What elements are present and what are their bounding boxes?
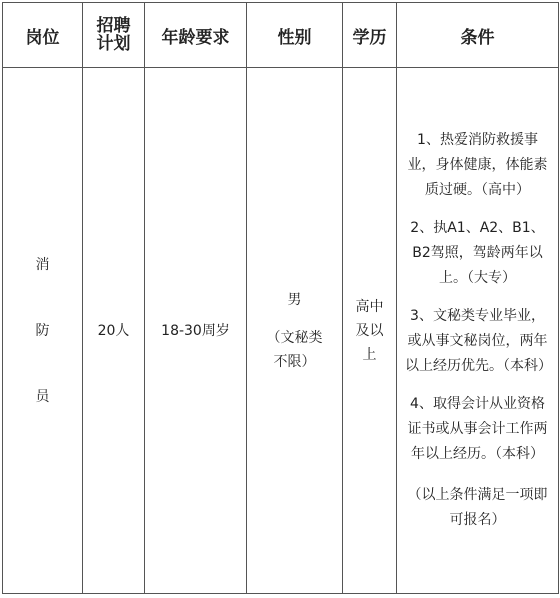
condition-item: 1、热爱消防救援事业，身体健康，体能素质过硬。（高中） [407,132,548,198]
cell-position [3,68,83,594]
condition-item: 3、文秘类专业毕业，或从事文秘岗位，两年以上经历优先。（本科） [405,308,552,374]
position-char: 消 [35,256,50,273]
gender-value: 男 [287,291,302,308]
header-education: 学历 [343,3,397,68]
header-plan [83,3,145,68]
condition-item: 2、执A1、A2、B1、B2驾照，驾龄两年以上。（大专） [410,220,545,286]
gender-note [247,326,342,374]
conditions-note: （以上条件满足一项即可报名） [407,487,548,528]
table-row [3,68,559,594]
education-line: 高中 [355,298,384,315]
cell-age: 18-30周岁 [145,68,247,594]
cell-education [343,68,397,594]
position-char: 员 [35,388,50,405]
header-position: 岗位 [3,3,83,68]
recruitment-table [2,2,559,594]
header-row [3,3,559,68]
condition-item: 4、取得会计从业资格证书或从事会计工作两年以上经历。（本科） [407,396,548,462]
header-plan-line1: 招聘 [96,16,131,36]
cell-conditions [397,68,559,594]
gender-note-line1: （文秘类 [266,329,323,346]
cell-gender [247,68,343,594]
header-age: 年龄要求 [145,3,247,68]
education-line: 及以 [355,322,384,339]
education-line: 上 [362,346,377,363]
header-gender: 性别 [247,3,343,68]
cell-plan: 20人 [83,68,145,594]
header-plan-line2: 计划 [96,34,131,54]
gender-note-line2: 不限） [273,353,316,370]
position-char: 防 [35,322,50,339]
header-conditions: 条件 [397,3,559,68]
